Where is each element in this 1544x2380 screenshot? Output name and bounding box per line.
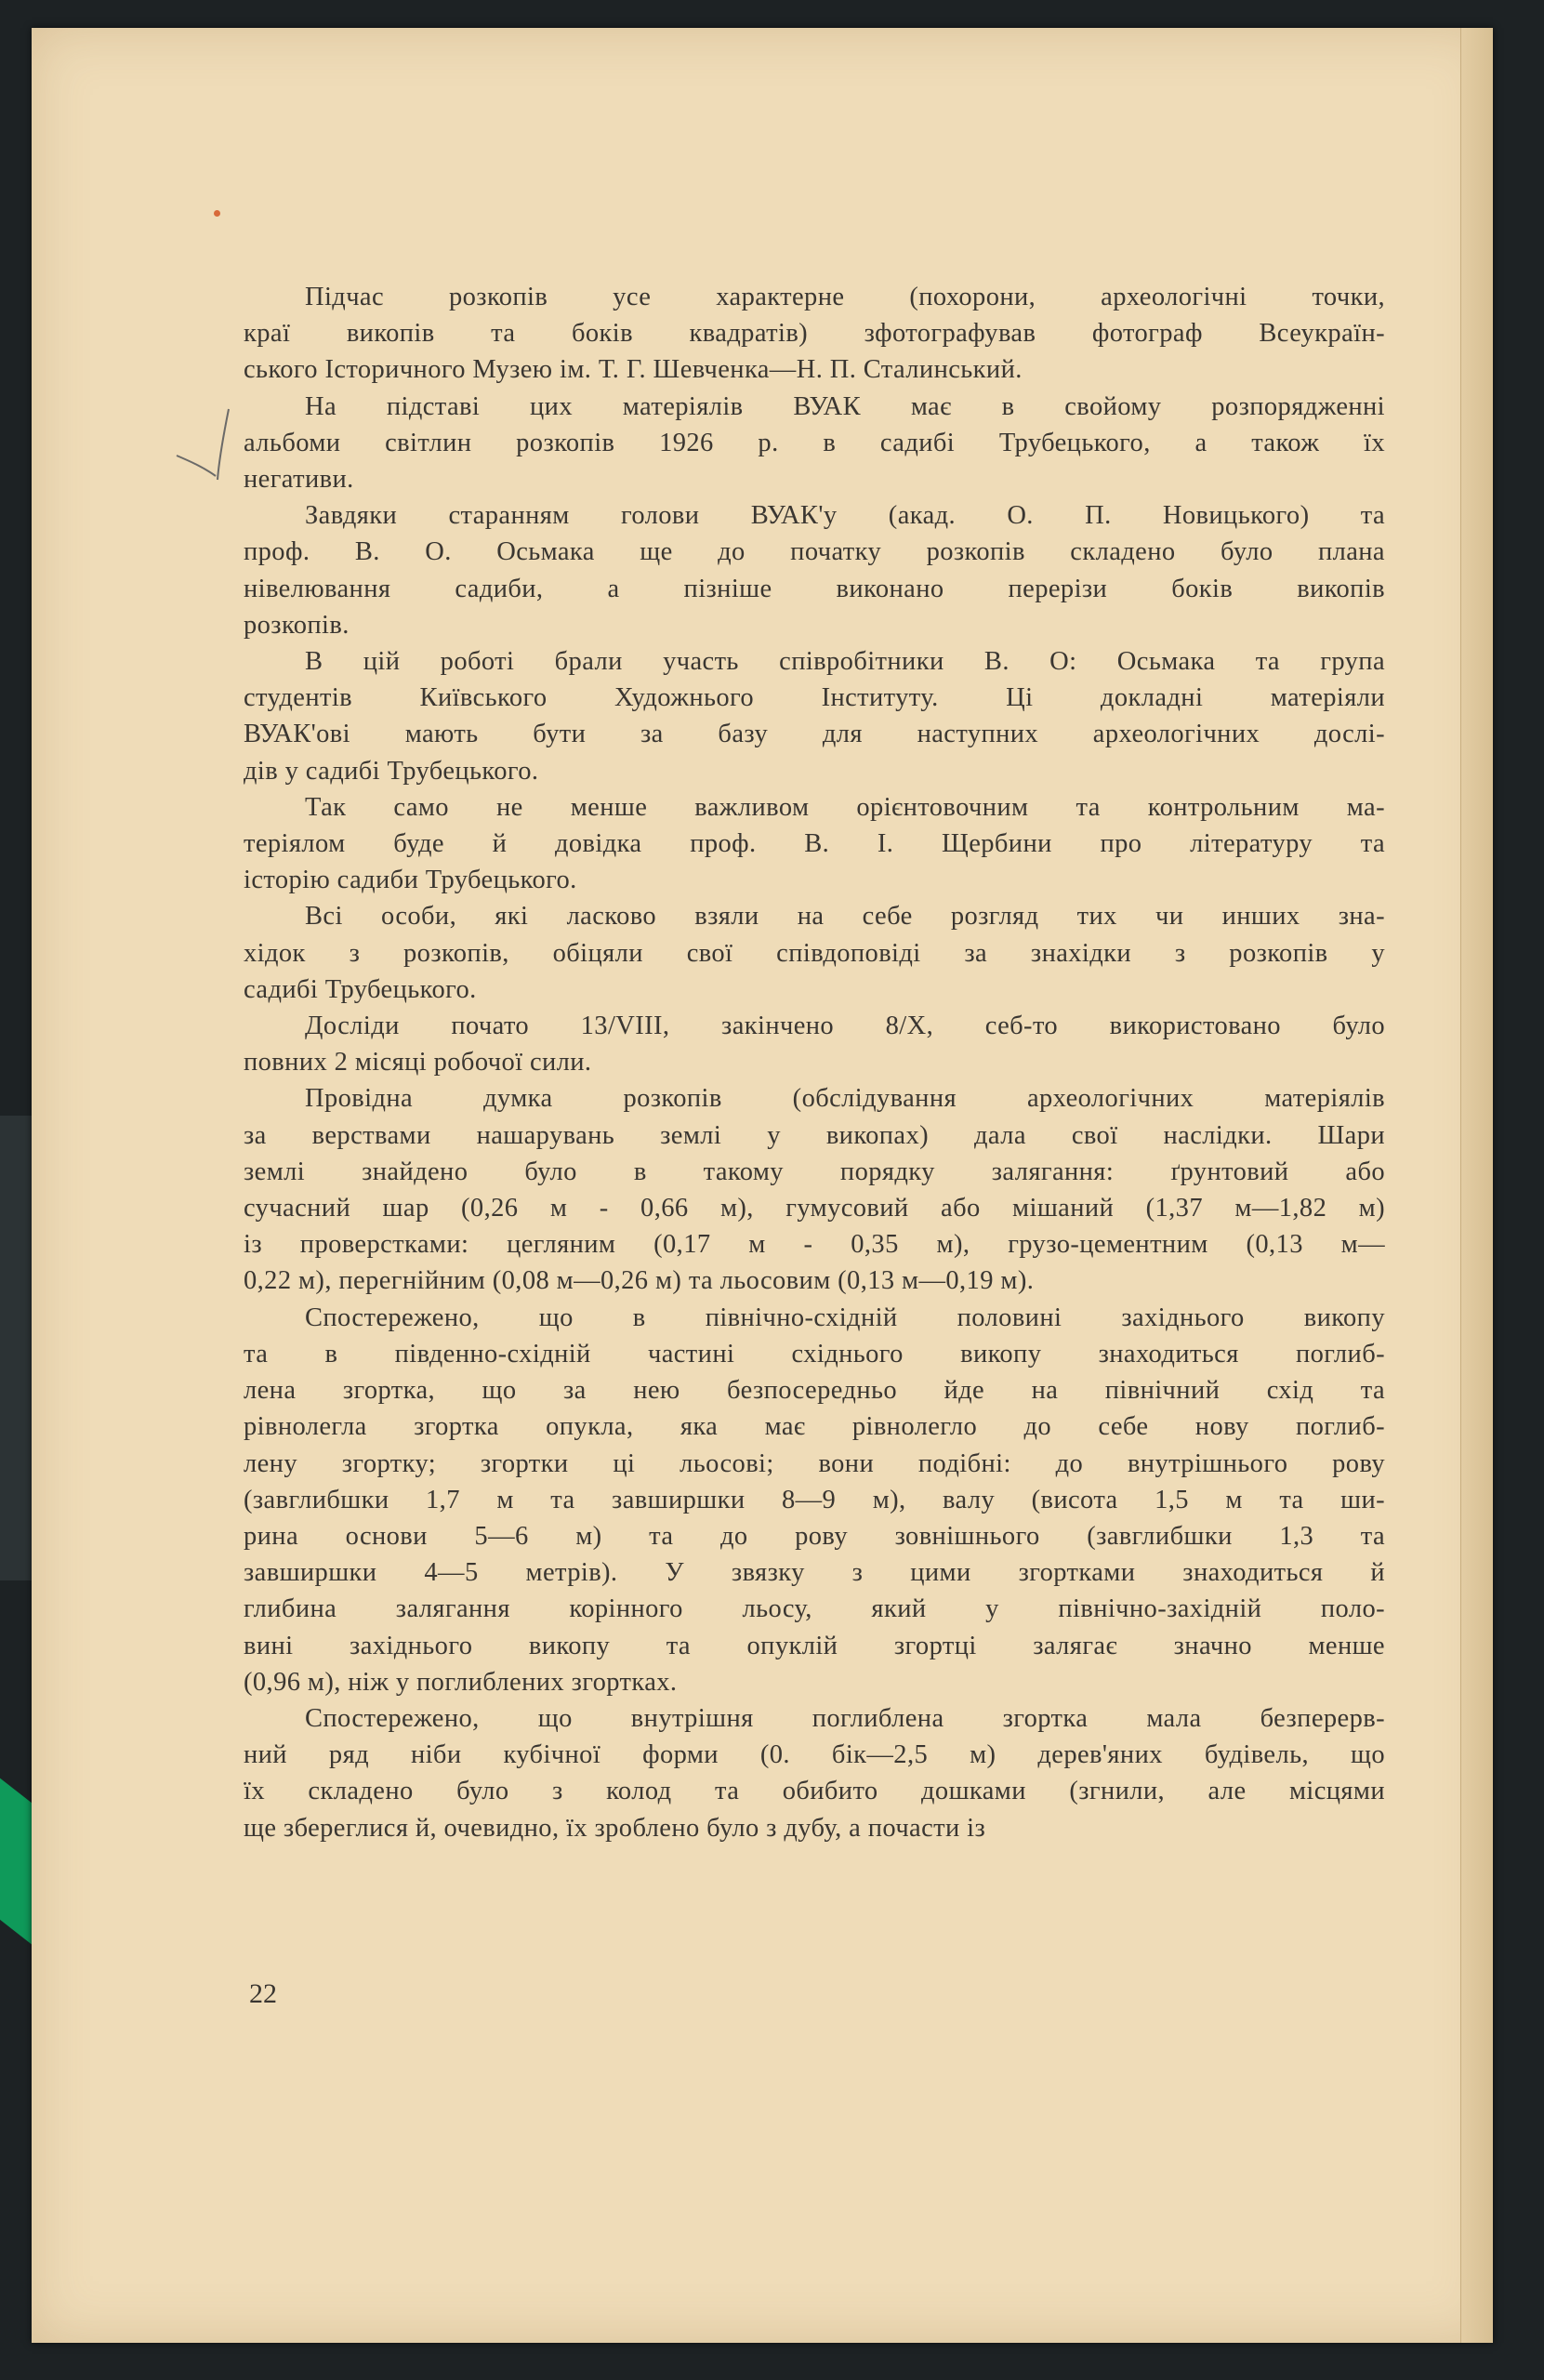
paragraph [244,389,1385,498]
text-line: В цій роботі брали участь співробітники В. О: Осьмака та група [305,647,1385,677]
text-line: вині західнього викопу та опуклій згортці залягає значно менше [244,1631,1385,1660]
ink-dot-mark [214,210,220,217]
text-line: ВУАК'ові мають бути за базу для наступних археологічних дослі- [244,720,1385,749]
text-line: 0,22 м), перегнійним (0,08 м—0,26 м) та льосовим (0,13 м—0,19 м). [244,1266,1035,1296]
text-line: повних 2 місяці робочої сили. [244,1048,592,1078]
text-line: рина основи 5—6 м) та до рову зовнішнього (завглибшки 1,3 та [244,1521,1385,1551]
paragraph [244,1008,1385,1080]
text-line: із проверстками: цегляним (0,17 м - 0,35 м), грузо-цементним (0,13 м— [244,1230,1385,1260]
text-line: (завглибшки 1,7 м та завширшки 8—9 м), валу (висота 1,5 м та ши- [244,1485,1385,1514]
body-text [244,279,1385,1846]
text-line: сучасний шар (0,26 м - 0,66 м), гумусовий або мішаний (1,37 м—1,82 м) [244,1194,1385,1223]
text-line: історію садиби Трубецького. [244,866,577,895]
paragraph [244,1080,1385,1299]
text-line: Провідна думка розкопів (обслідування археологічних матеріялів [305,1084,1385,1114]
text-line: нівелювання садиби, а пізніше виконано перерізи боків викопів [244,574,1385,603]
paragraph [244,1300,1385,1700]
text-line: землі знайдено було в такому порядку залягання: ґрунтовий або [244,1157,1385,1186]
text-line: студентів Київського Художнього Інституту. Ці докладні матеріяли [244,683,1385,713]
text-line: ського Історичного Музею ім. Т. Г. Шевченка—Н. П. Сталинський. [244,355,1023,385]
paragraph [244,789,1385,899]
text-line: дів у садибі Трубецького. [244,756,539,786]
text-line: лена згортка, що за нею безпосередньо йде на північний схід та [244,1376,1385,1406]
text-line: глибина залягання корінного льосу, який у північно-західній поло- [244,1594,1385,1624]
text-line: проф. В. О. Осьмака ще до початку розкопів складено було плана [244,537,1385,567]
text-line: негативи. [244,465,354,495]
text-line: теріялом буде й довідка проф. В. І. Щербини про літературу та [244,829,1385,859]
text-line: рівнолегла згортка опукла, яка має рівнолегло до себе нову поглиб- [244,1412,1385,1442]
text-line: Завдяки старанням голови ВУАК'у (акад. О. П. Новицького) та [305,501,1385,531]
paragraph [244,643,1385,789]
pencil-margin-mark [171,400,245,483]
paragraph [244,279,1385,389]
text-line: ще збереглися й, очевидно, їх зроблено було з дубу, а почасти із [244,1813,986,1843]
text-line: хідок з розкопів, обіцяли свої співдоповіді за знахідки з розкопів у [244,938,1385,968]
text-line: Всі особи, які ласково взяли на себе розгляд тих чи инших зна- [305,902,1385,932]
text-line: На підставі цих матеріялів ВУАК має в свойому розпорядженні [305,391,1385,421]
text-line: (0,96 м), ніж у поглиблених згортках. [244,1667,678,1697]
text-line: їх складено було з колод та обибито дошками (згнили, але місцями [244,1777,1385,1806]
text-line: Досліди почато 13/VIII, закінчено 8/Х, себ-то використовано було [305,1012,1385,1041]
text-line: краї викопів та боків квадратів) зфотографував фотограф Всеукраїн- [244,319,1385,349]
text-line: Підчас розкопів усе характерне (похорони, археологічні точки, [305,283,1385,311]
page-number: 22 [249,1978,277,2009]
text-line: та в південно-східній частині східнього викопу знаходиться поглиб- [244,1339,1385,1368]
text-line: садибі Трубецького. [244,974,477,1004]
text-line: розкопів. [244,610,350,640]
text-line: завширшки 4—5 метрів). У звязку з цими згортками знаходиться й [244,1558,1385,1588]
text-line: ний ряд ніби кубічної форми (0. бік—2,5 м) дерев'яних будівель, що [244,1740,1385,1770]
paragraph [244,1700,1385,1846]
text-line: за верствами нашарувань землі у викопах) дала свої наслідки. Шари [244,1120,1385,1150]
paragraph [244,898,1385,1008]
text-line: Спостережено, що внутрішня поглиблена згортка мала безперерв- [305,1703,1385,1733]
text-line: лену згортку; згортки ці льосові; вони подібні: до внутрішнього рову [244,1448,1385,1478]
page-edge [1460,28,1493,2343]
paragraph [244,497,1385,643]
text-line: Спостережено, що в північно-східній половині західнього викопу [305,1302,1385,1332]
text-line: Так само не менше важливом орієнтовочним та контрольним ма- [305,792,1385,822]
text-line: альбоми світлин розкопів 1926 р. в садибі Трубецького, а також їх [244,428,1385,457]
